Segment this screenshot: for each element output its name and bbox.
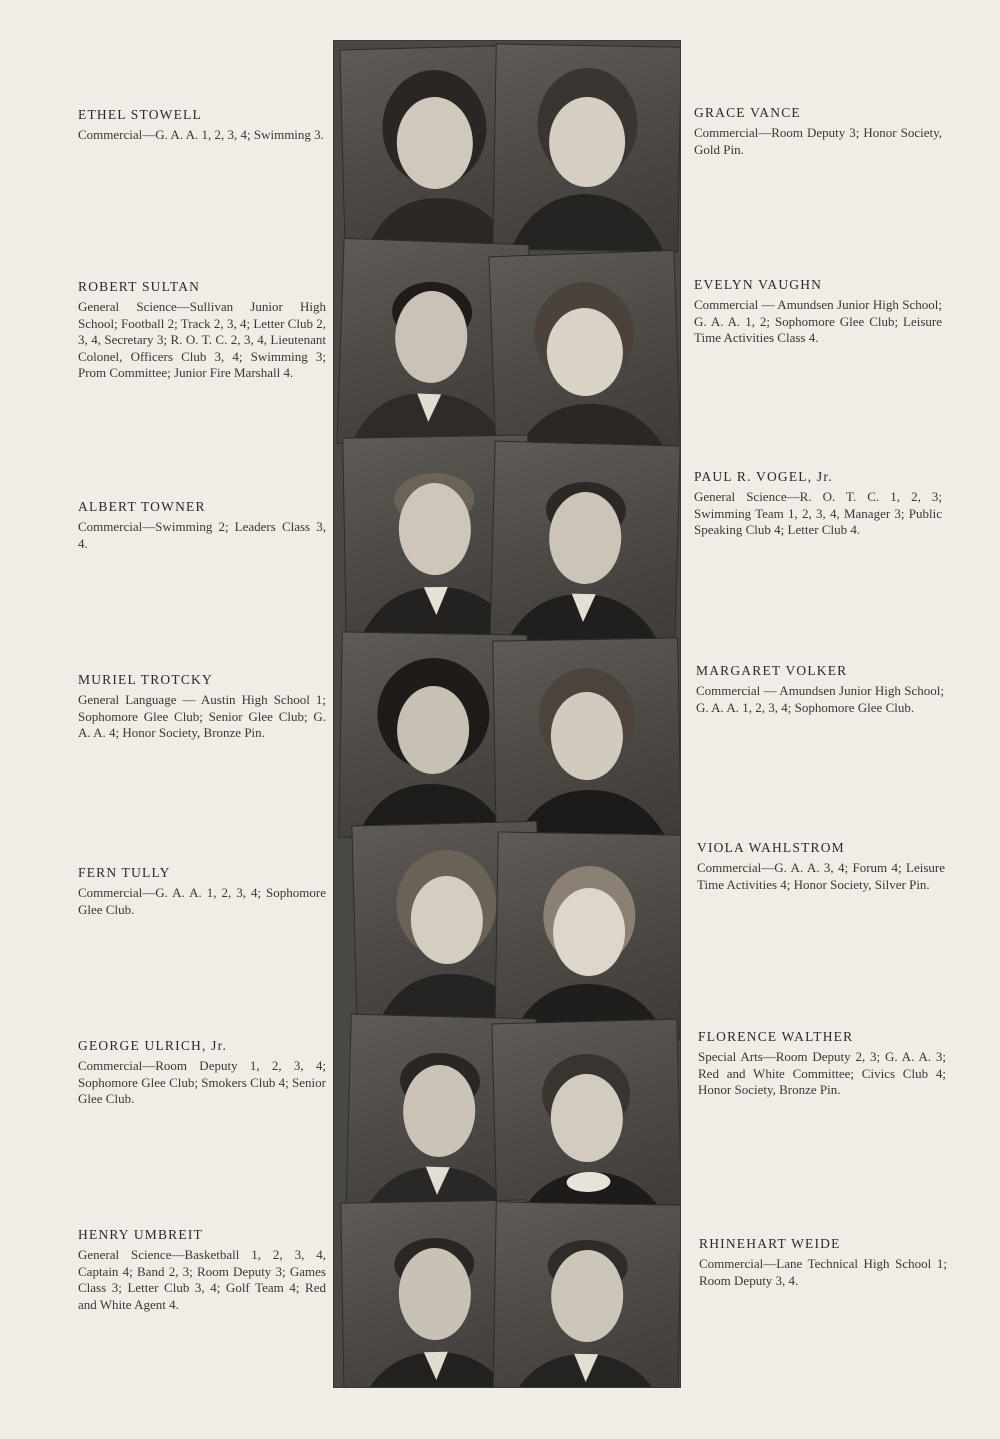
student-name: PAUL R. VOGEL, Jr. — [694, 469, 833, 484]
student-entry — [694, 277, 942, 347]
portrait-photo — [488, 250, 680, 462]
student-activities: General Science—Sullivan Junior High School; Football 2; Track 2, 3, 4; Letter Club 2, 3, 4, Secretary 3; R. O. T. C. 2, 3, 4, Lieutenant Colonel, Officers Club 3, 4; Swimming 3; Prom Committee; Junior Fire Marshall 4. — [78, 299, 326, 380]
student-activities: Commercial—Room Deputy 3; Honor Society, Gold Pin. — [694, 125, 942, 157]
portrait-strip — [334, 41, 680, 1387]
portrait-image — [495, 832, 680, 1039]
student-name: ALBERT TOWNER — [78, 499, 206, 514]
student-entry — [78, 1227, 326, 1313]
portrait-photo — [494, 831, 680, 1040]
student-activities: Commercial — Amundsen Junior High School; G. A. A. 1, 2; Sophomore Glee Club; Leisure Time Activities Class 4. — [694, 297, 942, 345]
student-entry — [78, 672, 326, 742]
portrait-image — [493, 1202, 680, 1387]
student-name: MARGARET VOLKER — [696, 663, 848, 678]
student-name: GRACE VANCE — [694, 105, 801, 120]
student-name: VIOLA WAHLSTROM — [697, 840, 845, 855]
student-activities: Commercial — Amundsen Junior High School; G. A. A. 1, 2, 3, 4; Sophomore Glee Club. — [696, 683, 944, 715]
student-entry — [694, 469, 942, 539]
student-activities: General Science—R. O. T. C. 1, 2, 3; Swimming Team 1, 2, 3, 4, Manager 3; Public Speaking Club 4; Letter Club 4. — [694, 489, 942, 537]
student-entry — [78, 865, 326, 918]
student-entry — [696, 663, 944, 716]
student-name: FLORENCE WALTHER — [698, 1029, 854, 1044]
student-entry — [78, 1038, 326, 1108]
portrait-image — [493, 638, 680, 845]
student-entry — [697, 840, 945, 893]
student-name: ROBERT SULTAN — [78, 279, 201, 294]
student-activities: Special Arts—Room Deputy 2, 3; G. A. A. 3; Red and White Committee; Civics Club 4; Honor Society, Bronze Pin. — [698, 1049, 946, 1097]
student-name: GEORGE ULRICH, Jr. — [78, 1038, 228, 1053]
student-name: MURIEL TROTCKY — [78, 672, 213, 687]
student-entry — [694, 105, 942, 158]
portrait-photo — [492, 637, 680, 846]
student-entry — [78, 499, 326, 552]
student-activities: General Language — Austin High School 1; Sophomore Glee Club; Senior Glee Club; G. A. A. 4; Honor Society, Bronze Pin. — [78, 692, 326, 740]
student-name: ETHEL STOWELL — [78, 107, 202, 122]
student-activities: Commercial—Swimming 2; Leaders Class 3, 4. — [78, 519, 326, 551]
student-entry — [698, 1029, 946, 1099]
student-entry — [78, 107, 326, 144]
portrait-image — [490, 442, 679, 651]
student-activities: General Science—Basketball 1, 2, 3, 4, Captain 4; Band 2, 3; Room Deputy 3; Games Class 3; Letter Club 3, 4; Golf Team 4; Red and White Agent 4. — [78, 1247, 326, 1312]
student-activities: Commercial—Room Deputy 1, 2, 3, 4; Sophomore Glee Club; Smokers Club 4; Senior Glee Club. — [78, 1058, 326, 1106]
portrait-image — [489, 251, 680, 461]
student-name: EVELYN VAUGHN — [694, 277, 823, 292]
student-activities: Commercial—G. A. A. 1, 2, 3, 4; Sophomore Glee Club. — [78, 885, 326, 917]
portrait-image — [493, 44, 680, 251]
portrait-photo — [492, 43, 680, 252]
student-activities: Commercial—G. A. A. 1, 2, 3, 4; Swimming 3. — [78, 127, 324, 142]
portrait-photo — [491, 1019, 680, 1230]
student-name: FERN TULLY — [78, 865, 171, 880]
student-name: RHINEHART WEIDE — [699, 1236, 841, 1251]
student-activities: Commercial—Lane Technical High School 1; Room Deputy 3, 4. — [699, 1256, 947, 1288]
student-entry — [78, 279, 326, 382]
portrait-photo — [489, 441, 680, 652]
portrait-image — [492, 1020, 680, 1229]
student-activities: Commercial—G. A. A. 3, 4; Forum 4; Leisure Time Activities 4; Honor Society, Silver Pin. — [697, 860, 945, 892]
student-entry — [699, 1236, 947, 1289]
portrait-photo — [492, 1201, 680, 1387]
student-name: HENRY UMBREIT — [78, 1227, 203, 1242]
